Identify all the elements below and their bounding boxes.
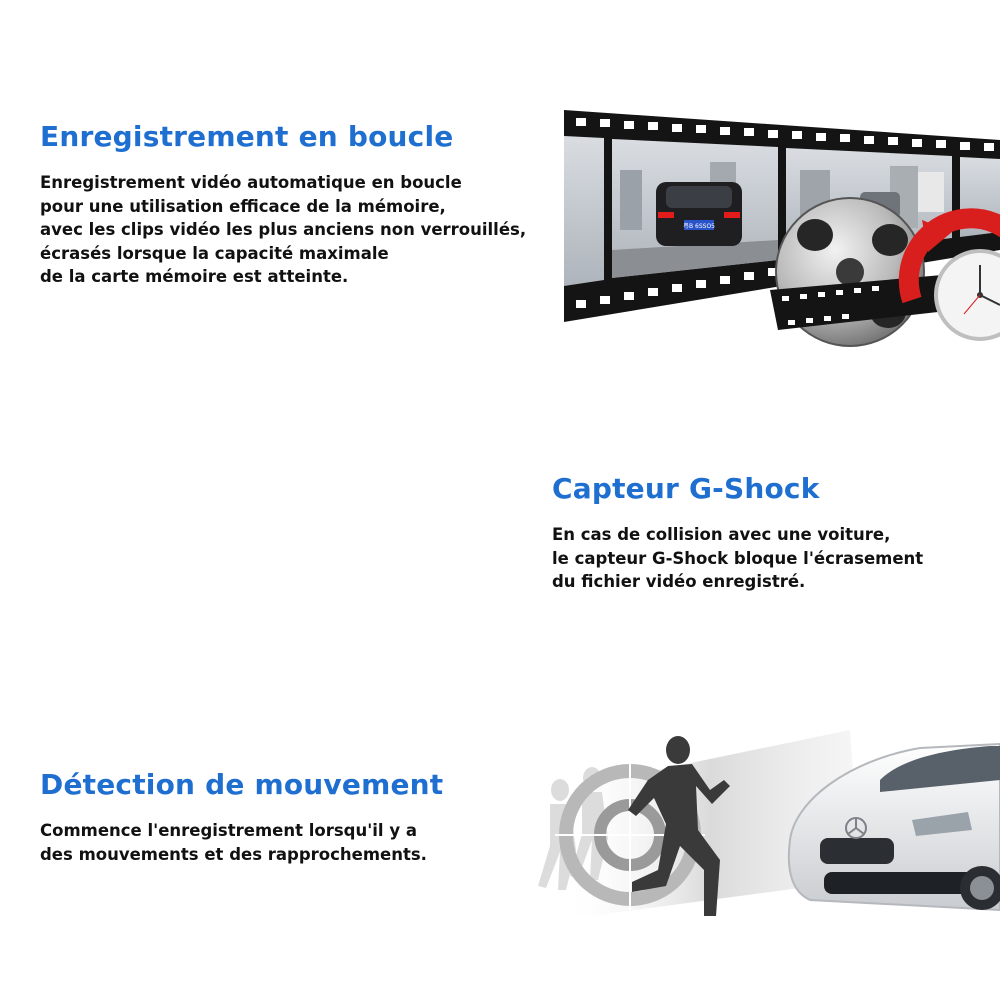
license-plate-text: 粤B 6SSO5	[683, 223, 715, 230]
loop-recording-section	[40, 120, 526, 289]
description-line: le capteur G-Shock bloque l'écrasement	[552, 548, 924, 568]
car-rear-image	[656, 182, 742, 246]
description-line: avec les clips vidéo les plus anciens non verrouillés,	[40, 220, 527, 239]
description-line: écrasés lorsque la capacité maximale	[40, 243, 389, 263]
g-shock-section	[552, 472, 923, 594]
description-line: Enregistrement vidéo automatique en boucle	[40, 173, 462, 192]
description-line: pour une utilisation efficace de la mémoire,	[40, 196, 446, 216]
description-line: des mouvements et des rapprochements.	[40, 844, 427, 864]
loop-recording-description	[40, 171, 526, 289]
description-line: de la carte mémoire est atteinte.	[40, 267, 349, 286]
description-line: Commence l'enregistrement lorsqu'il y a	[40, 821, 417, 840]
motion-detection-illustration	[520, 720, 1000, 935]
motion-detection-title: Détection de mouvement	[40, 768, 444, 801]
film-strip-illustration	[560, 100, 1000, 390]
g-shock-description	[552, 523, 923, 594]
description-line: En cas de collision avec une voiture,	[552, 525, 891, 544]
g-shock-title: Capteur G-Shock	[552, 472, 820, 505]
loop-recording-title: Enregistrement en boucle	[40, 120, 454, 153]
description-line: du fichier vidéo enregistré.	[552, 572, 806, 591]
motion-detection-section	[40, 768, 443, 866]
motion-detection-description	[40, 819, 443, 866]
